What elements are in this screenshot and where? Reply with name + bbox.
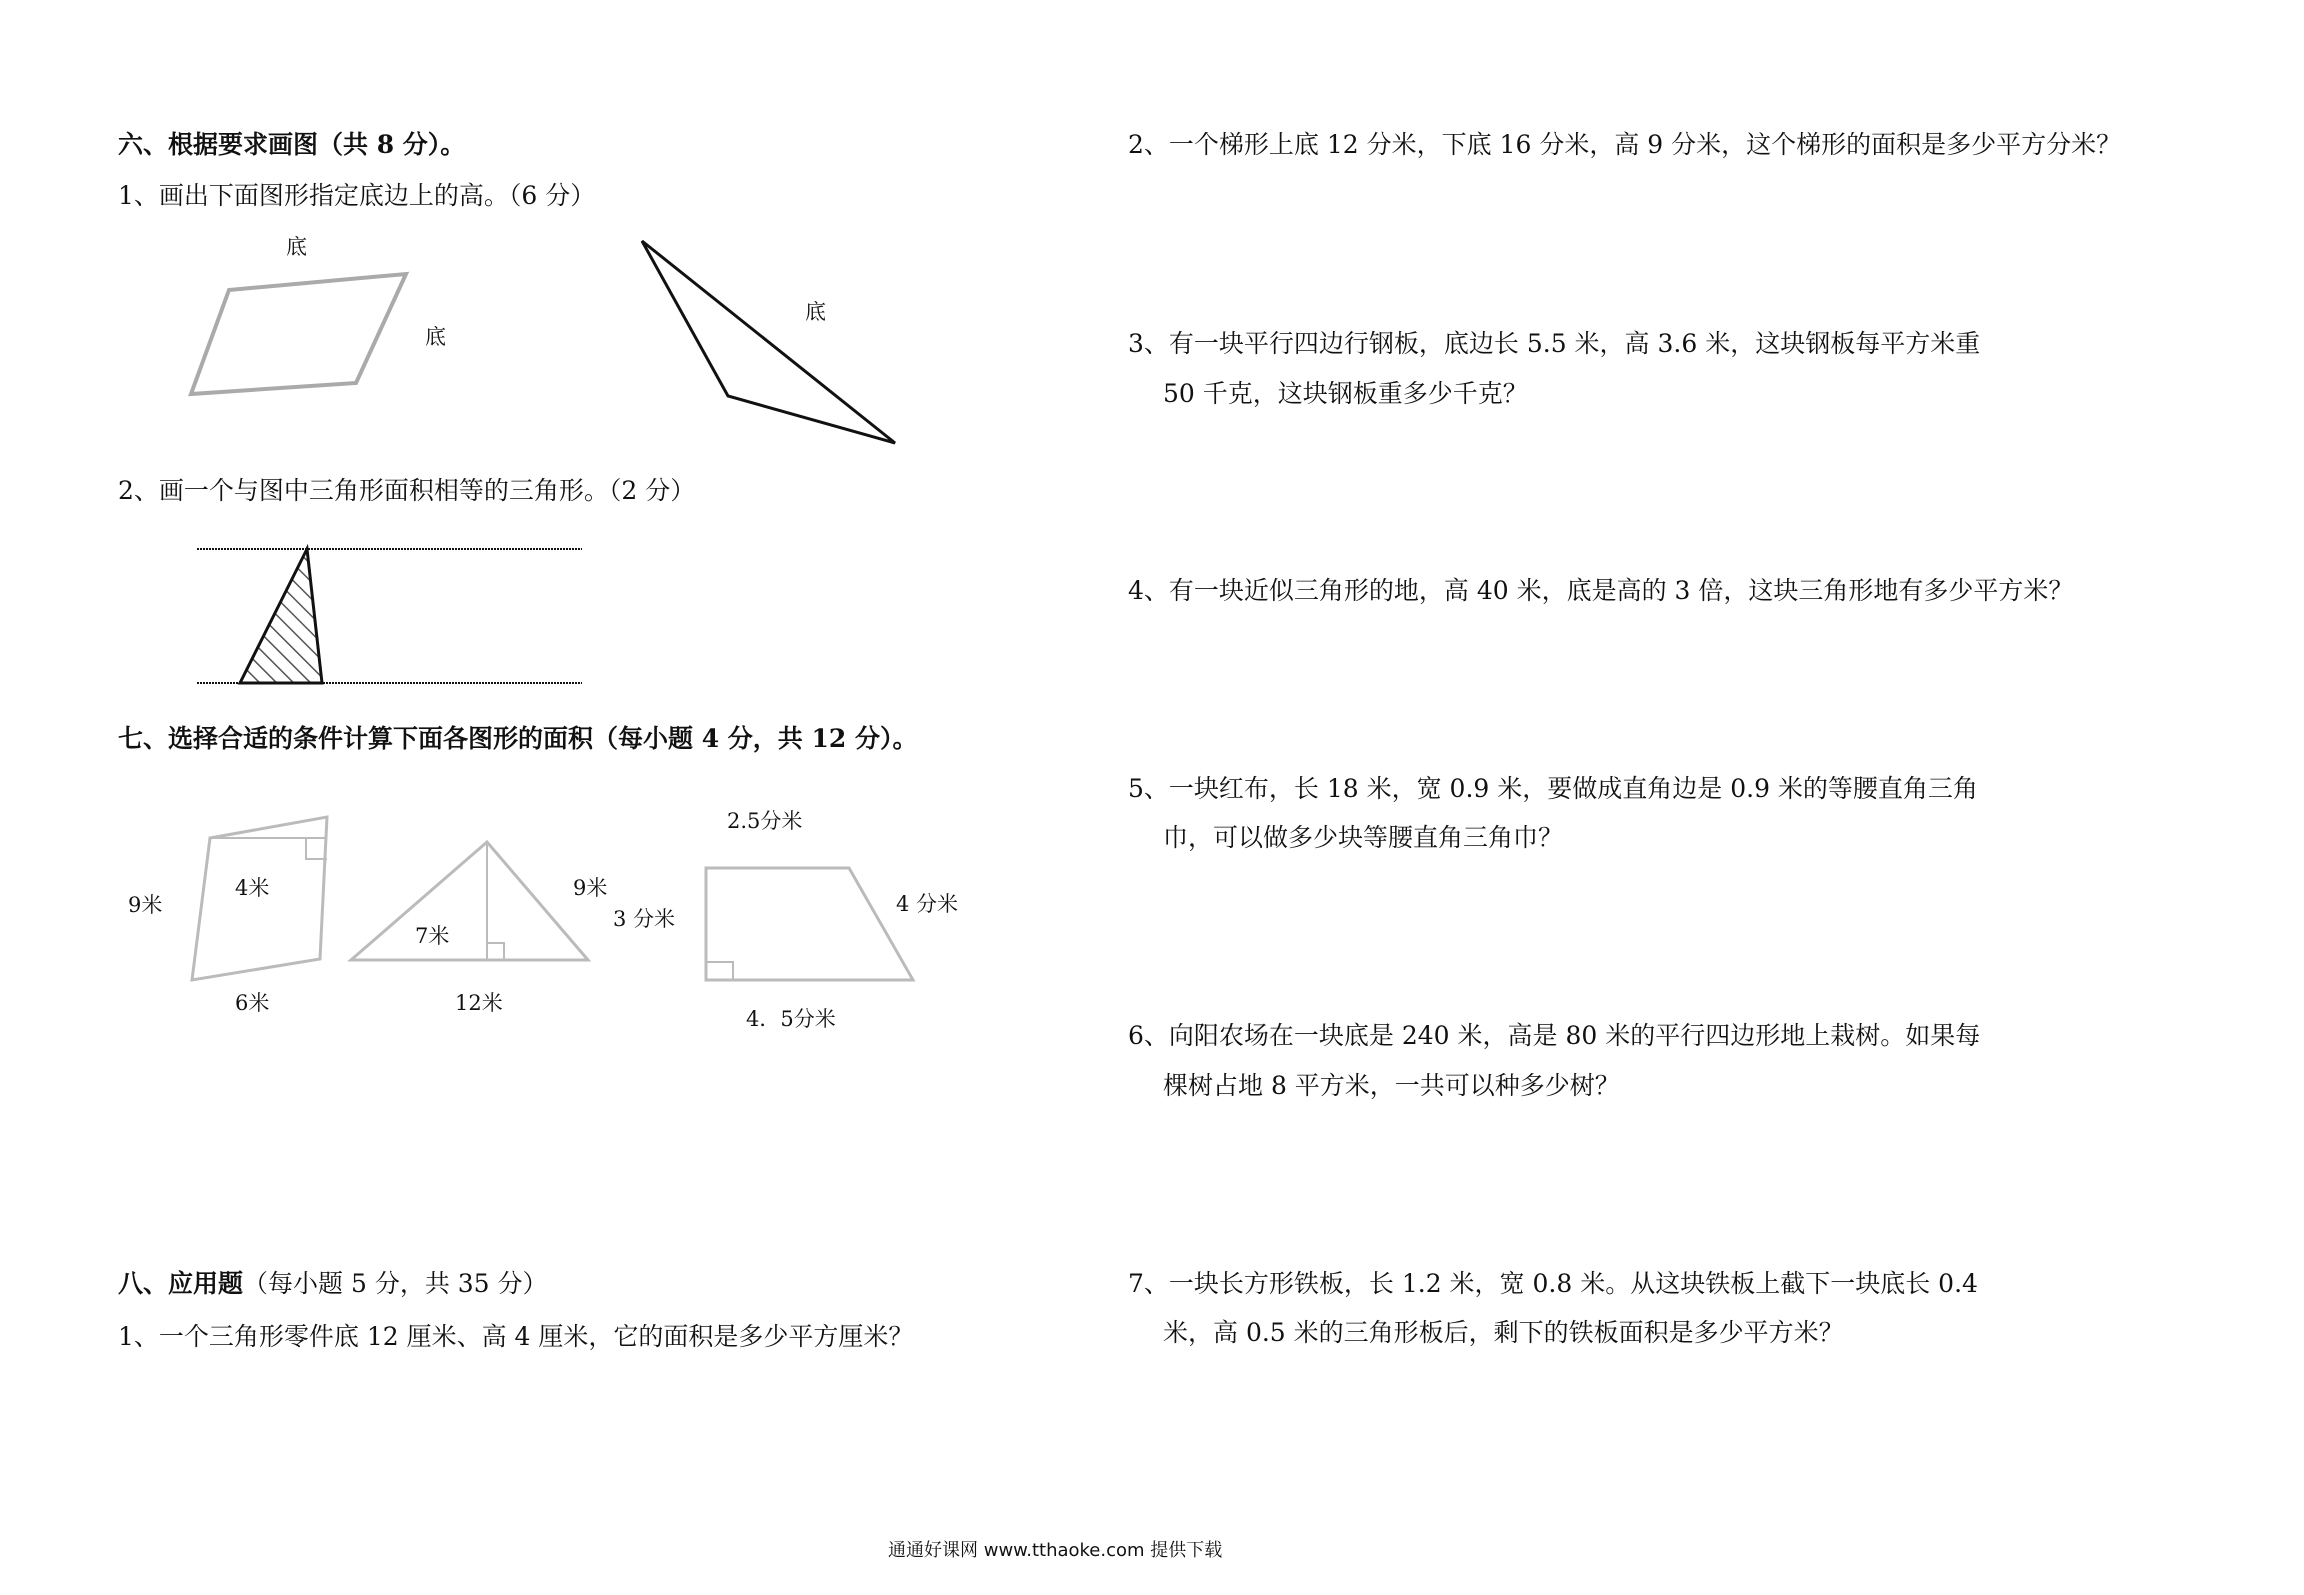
- right-q2: 2、一个梯形上底 12 分米，下底 16 分米，高 9 分米，这个梯形的面积是多少平方分米？: [1128, 130, 2122, 159]
- right-q5-line2: 巾，可以做多少块等腰直角三角巾？: [1163, 823, 1564, 852]
- fig3-side-label: 4 分米: [896, 892, 959, 916]
- fig2-base-label: 12米: [455, 991, 503, 1015]
- triangle-figure: [642, 241, 895, 443]
- para-base-right-label: 底: [425, 325, 446, 349]
- right-q5-line1: 5、一块红布，长 18 米，宽 0.9 米，要做成直角边是 0.9 米的等腰直角三角: [1128, 774, 1978, 803]
- para-base-top-label: 底: [286, 235, 307, 259]
- right-q6-line1: 6、向阳农场在一块底是 240 米，高是 80 米的平行四边形地上栽树。如果每: [1128, 1021, 1981, 1050]
- triangle-right-angle-mark: [487, 943, 504, 960]
- fig3-top-label: 2.5分米: [727, 809, 803, 833]
- fig2-height-label: 7米: [415, 924, 450, 948]
- hatched-triangle: [240, 549, 322, 683]
- trapezoid-figure: [706, 868, 913, 980]
- parallelogram-figure: [191, 274, 406, 394]
- right-q3-line2: 50 千克，这块钢板重多少千克？: [1163, 379, 1528, 408]
- section6-title: 六、根据要求画图（共 8 分）。: [118, 130, 466, 159]
- fig3-height-label: 3 分米: [613, 907, 676, 931]
- right-q7-line1: 7、一块长方形铁板，长 1.2 米，宽 0.8 米。从这块铁板上截下一块底长 0.4: [1128, 1269, 1978, 1298]
- section7-title: 七、选择合适的条件计算下面各图形的面积（每小题 4 分，共 12 分）。: [118, 724, 918, 753]
- right-q7-line2: 米，高 0.5 米的三角形板后，剩下的铁板面积是多少平方米？: [1163, 1318, 1844, 1347]
- footer-text: 通通好课网 www.tthaoke.com 提供下载: [888, 1540, 1223, 1561]
- section8-title: [118, 1269, 548, 1299]
- triangle-base-label: 底: [805, 300, 826, 324]
- right-q6-line2: 棵树占地 8 平方米，一共可以种多少树？: [1163, 1071, 1620, 1100]
- right-q3-line1: 3、有一块平行四边行钢板，底边长 5.5 米，高 3.6 米，这块钢板每平方米重: [1128, 329, 1981, 358]
- triangle-area-figure: [351, 842, 588, 960]
- right-q4: 4、有一块近似三角形的地，高 40 米，底是高的 3 倍，这块三角形地有多少平方米？: [1128, 576, 2074, 605]
- trapezoid-right-angle-mark: [706, 962, 733, 980]
- section8-title-rest: （每小题 5 分，共 35 分）: [243, 1269, 548, 1298]
- fig1-side-label: 9米: [128, 893, 163, 917]
- section6-q1: 1、画出下面图形指定底边上的高。（6 分）: [118, 181, 596, 210]
- section8-title-bold: 八、应用题: [118, 1269, 244, 1298]
- fig2-side-label: 9米: [573, 876, 608, 900]
- fig1-base-label: 6米: [235, 991, 270, 1015]
- fig3-bottom-label: 4．5分米: [746, 1007, 836, 1031]
- fig1-height-label: 4米: [235, 876, 270, 900]
- section8-q1: 1、一个三角形零件底 12 厘米、高 4 厘米，它的面积是多少平方厘米？: [118, 1322, 914, 1351]
- section6-q2: 2、画一个与图中三角形面积相等的三角形。（2 分）: [118, 476, 696, 505]
